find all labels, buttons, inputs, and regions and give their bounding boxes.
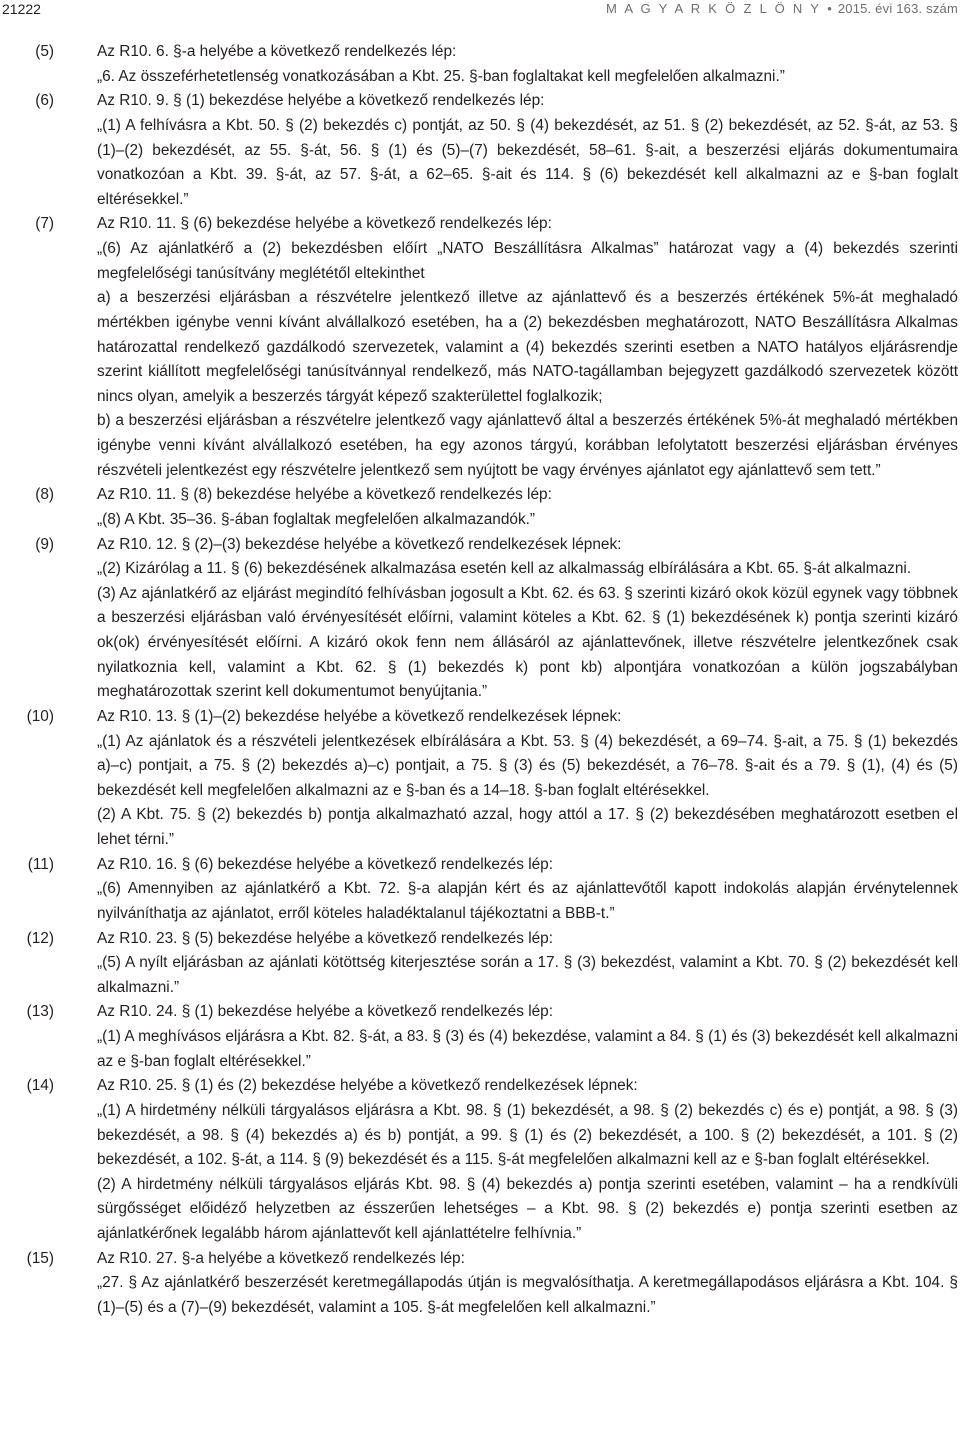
page-number: 21222	[2, 1, 41, 17]
item-number: (10)	[26, 707, 54, 725]
item-text: „(6) Amennyiben az ajánlatkérő a Kbt. 72. §-a alapján kért és az ajánlattevőtől kapott indokolás alapján érvénytelennek nyilváníthatja az ajánlatot, erről köteles haladéktalanul tájékoztatni a BBB-t.”	[97, 880, 958, 922]
amendment-item	[0, 483, 958, 532]
item-paragraph: a) a beszerzési eljárásban a részvételre jelentkező illetve az ajánlattevő és a beszerzés értékének 5%-át meghaladó mértékben igénybe venni kívánt alvállalkozó esetében, ha a (2) bekezdésben meghatározott, NATO Beszállításra Alkalmas határozattal rendelkező gazdálkodó szervezetek, valamint a (4) bekezdés szerinti esetben a NATO hatályos eljárásrendje szerint kiállított megfelelőségi tanúsítvánnyal rendelkező, más NATO-tagállamban bejegyzett gazdálkodó szervezetek között nincs olyan, amelyik a beszerzés tárgyát képező szakterülettel foglalkozik;	[97, 289, 958, 405]
amendment-item	[0, 1000, 958, 1074]
item-number: (11)	[27, 855, 54, 873]
item-intro: Az R10. 6. §-a helyébe a következő rendelkezés lép:	[97, 43, 457, 60]
amendment-item	[0, 533, 958, 705]
item-paragraph: b) a beszerzési eljárásban a részvételre jelentkező vagy ajánlattevő által a beszerzés értékének 5%-át meghaladó mértékben igénybe venni kívánt alvállalkozó esetében, ha egy azonos tárgyú, korábban lefolytatott beszerzési eljárásban érvényes részvételi jelentkezést egy részvételre jelentkező sem nyújtott be vagy érvényes ajánlatot egy ajánlattevő sem tett.”	[97, 412, 958, 479]
amendment-item	[0, 1074, 958, 1246]
item-paragraph: (2) A Kbt. 75. § (2) bekezdés b) pontja alkalmazható azzal, hogy attól a 17. § (2) bekezdésében meghatározott esetben el lehet térni.”	[97, 806, 958, 848]
issue-label: 2015. évi 163. szám	[837, 1, 958, 16]
item-paragraph: „(6) Az ajánlatkérő a (2) bekezdésben előírt „NATO Beszállításra Alkalmas” határozat vagy a (4) bekezdés szerinti megfelelőségi tanúsítvány meglététől eltekinthet	[97, 240, 958, 282]
document-body	[0, 40, 958, 1321]
amendment-item	[0, 1247, 958, 1321]
item-number: (15)	[26, 1249, 54, 1267]
item-number: (14)	[26, 1077, 54, 1095]
item-number: (12)	[26, 929, 54, 947]
item-text: „27. § Az ajánlatkérő beszerzését keretmegállapodás útján is megvalósíthatja. A keretmegállapodásos eljárásra a Kbt. 104. § (1)–(5) és a (7)–(9) bekezdését, valamint a 105. §-át megfelelően kell alkalmazni.”	[97, 1274, 958, 1316]
item-text: „6. Az összeférhetetlenség vonatkozásában a Kbt. 25. §-ban foglaltakat kell megfelelően alkalmazni.”	[97, 67, 785, 85]
item-number: (6)	[35, 92, 54, 110]
item-paragraph: „(1) A hirdetmény nélküli tárgyalásos eljárásra a Kbt. 98. § (1) bekezdését, a 98. § (2) bekezdés c) és e) pontját, a 98. § (3) bekezdését, a 98. § (4) bekezdés a) és b) pontját, a 99. § (1) és (2) bekezdését, a 100. § (2) bekezdését, a 101. § (2) bekezdését, a 102. §-át, a 114. § (9) bekezdését és a 115. §-át megfelelően alkalmazni kell az e §-ban foglalt eltérésekkel.	[97, 1101, 958, 1169]
item-number: (9)	[35, 535, 54, 553]
item-paragraph: „(2) Kizárólag a 11. § (6) bekezdésének alkalmazása esetén kell az alkalmasság elbírálására a Kbt. 65. §-át alkalmazni.	[97, 560, 912, 578]
item-number: (5)	[35, 43, 54, 60]
item-intro: Az R10. 24. § (1) bekezdése helyébe a következő rendelkezés lép:	[97, 1003, 554, 1021]
item-intro: Az R10. 11. § (8) bekezdése helyébe a következő rendelkezés lép:	[97, 486, 552, 504]
item-intro: Az R10. 25. § (1) és (2) bekezdése helyébe a következő rendelkezések lépnek:	[97, 1077, 638, 1095]
item-intro: Az R10. 13. § (1)–(2) bekezdése helyébe a következő rendelkezések lépnek:	[97, 707, 622, 725]
item-text: „(1) A felhívásra a Kbt. 50. § (2) bekezdés c) pontját, az 50. § (4) bekezdését, az 51. § (2) bekezdését, az 52. §-át, az 53. § (1)–(2) bekezdését, az 55. §-át, 56. § (1) és (5)–(7) bekezdését, 58–61. §-ait, a beszerzési eljárás dokumentumaira vonatkozóan a Kbt. 39. §-át, az 57. §-át, a 62–65. §-ait és 114. § (6) bekezdését kell alkalmazni az e §-ban foglalt eltérésekkel.”	[97, 116, 958, 208]
item-number: (7)	[35, 215, 54, 233]
item-number: (13)	[26, 1003, 54, 1021]
amendment-item	[0, 89, 958, 212]
amendment-item	[0, 853, 958, 927]
amendment-item	[0, 705, 958, 853]
item-paragraph: „(1) Az ajánlatok és a részvételi jelentkezések elbírálására a Kbt. 53. § (4) bekezdését, a 69–74. §-ait, a 75. § (1) bekezdés a)–c) pontjait, a 75. § (2) bekezdés a)–c) pontjait, a 75. § (3) és (5) bekezdését, a 76–78. §-ait és a 79. § (1), (4) és (5) bekezdését kell megfelelően alkalmazni az e §-ban és a 14–18. §-ban foglalt eltérésekkel.	[97, 732, 958, 799]
item-intro: Az R10. 9. § (1) bekezdése helyébe a következő rendelkezés lép:	[97, 92, 545, 110]
separator-bullet: •	[827, 1, 832, 16]
item-number: (8)	[35, 486, 54, 504]
item-intro: Az R10. 27. §-a helyébe a következő rendelkezés lép:	[97, 1249, 465, 1267]
item-intro: Az R10. 16. § (6) bekezdése helyébe a következő rendelkezés lép:	[97, 855, 554, 873]
journal-header	[606, 1, 958, 16]
amendment-item	[0, 212, 958, 483]
item-paragraph: (3) Az ajánlatkérő az eljárást megindító felhívásban jogosult a Kbt. 62. és 63. § szerinti kizáró okok közül egynek vagy többnek a beszerzési eljárásban való érvényesítését előírni, valamint köteles a Kbt. 62. § (1) bekezdésének k) pontja szerinti kizáró ok(ok) érvényesítését előírni. A kizáró okok fenn nem állásáról az ajánlattevőnek, illetve részvételre jelentkezőnek csak nyilatkoznia kell, valamint a Kbt. 62. § (1) bekezdés k) pont kb) alpontjára vonatkozóan a külön jogszabályban meghatározottak szerint kell dokumentumot benyújtania.”	[97, 584, 958, 701]
amendment-item	[0, 40, 958, 89]
amendment-item	[0, 927, 958, 1001]
journal-title: M A G Y A R K Ö Z L Ö N Y	[606, 1, 822, 16]
item-text: „(1) A meghívásos eljárásra a Kbt. 82. §-át, a 83. § (3) és (4) bekezdése, valamint a 84. § (1) és (3) bekezdését kell alkalmazni az e §-ban foglalt eltérésekkel.”	[97, 1028, 958, 1070]
item-intro: Az R10. 11. § (6) bekezdése helyébe a következő rendelkezés lép:	[97, 215, 552, 233]
item-intro: Az R10. 23. § (5) bekezdése helyébe a következő rendelkezés lép:	[97, 929, 554, 947]
item-paragraph: (2) A hirdetmény nélküli tárgyalásos eljárás Kbt. 98. § (4) bekezdés a) pontja szerinti esetében, valamint – ha a rendkívüli sürgősséget előidéző helyzetben az ésszerűen lehetséges – a Kbt. 98. § (2) bekezdés e) pontja szerinti esetben az ajánlatkérőnek legalább három ajánlattevőt kell ajánlattételre felhívnia.”	[97, 1175, 958, 1242]
item-text: „(5) A nyílt eljárásban az ajánlati kötöttség kiterjesztése során a 17. § (3) bekezdést, valamint a Kbt. 70. § (2) bekezdését kell alkalmazni.”	[97, 954, 958, 996]
item-text: „(8) A Kbt. 35–36. §-ában foglaltak megfelelően alkalmazandók.”	[97, 510, 536, 528]
page-header	[0, 0, 960, 26]
item-intro: Az R10. 12. § (2)–(3) bekezdése helyébe a következő rendelkezések lépnek:	[97, 535, 622, 553]
